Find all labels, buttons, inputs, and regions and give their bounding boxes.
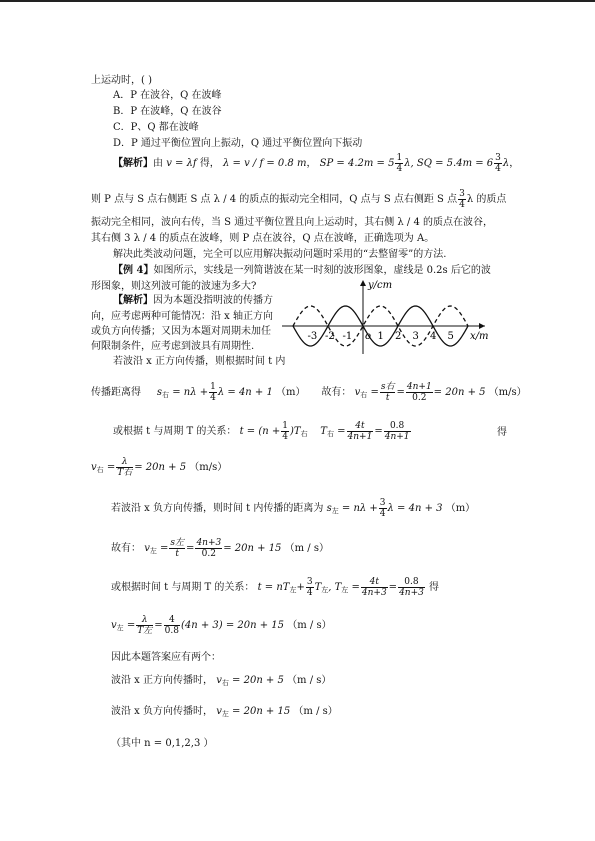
option-d: D．P 通过平衡位置向上振动，Q 通过平衡位置向下振动 [113, 138, 363, 149]
fraction: $\frac{\lambda}{\text{T右}}$ [117, 457, 133, 478]
fraction: $\frac{4}{0.8}$ [164, 615, 179, 636]
answer-note: （其中 n = 0,1,2,3 ） [111, 738, 214, 749]
option-c: C．P、Q 都在波峰 [113, 122, 199, 133]
analysis-line-4: 其右侧 3 λ / 4 的质点在波峰，则 P 点在波谷，Q 点在波峰，正确选项为 A。 [91, 233, 435, 244]
header-rule [0, 0, 595, 2]
fraction: $\frac{4n+1}{0.2}$ [406, 382, 432, 403]
fraction: $\frac{3}{4}$ [379, 498, 386, 519]
fraction: $\frac{1}{4}$ [210, 382, 216, 403]
analysis-line-2: 则 P 点与 S 点右侧距 S 点 λ / 4 的质点的振动完全相同，Q 点与 S 点右侧距 S 点 $\frac{3}{4}$ λ 的质点 [91, 189, 507, 210]
fraction: $\frac{\text{s左}}{t}$ [170, 538, 185, 559]
analysis-label: 【解析】 [113, 295, 153, 306]
equation-row-7: $v_左$ = $\frac{\lambda}{\text{T左}}$ = $\frac{4}{0.8}$ (4n + 3) = 20n + 15 （m / s） [111, 615, 332, 636]
analysis-line-5: 解决此类波动问题，完全可以应用解决振动问题时采用的“去整留零”的方法. [113, 249, 447, 260]
equation-row-4: 若波沿 x 负方向传播，则时间 t 内传播的距离为 $s_左 = n\lambda$ + $\frac{3}{4}$ λ = 4n + 3 （m） [111, 498, 476, 519]
question-tail: 上运动时，( ) [91, 75, 152, 86]
origin-label: o [365, 331, 372, 342]
option-a: A．P 在波谷，Q 在波峰 [113, 90, 222, 101]
analysis2-line-1: 【解析】因为本题没指明波的传播方 [113, 295, 273, 306]
analysis-line-1: 【解析】由 v = λf 得， λ = v / f = 0.8 m， SP = 4.2m = 5 $\frac{1}{4}$ λ, SQ = 5.4m = 6 $\frac{3}{4}$ λ， [113, 153, 520, 174]
de-label: 得 [497, 427, 507, 438]
x-tick-label: -2 [325, 331, 335, 342]
equation-row-2: 或根据 t 与周期 T 的关系： t = (n + $\frac{1}{4}$ )$T_右$ $T_右$ = $\frac{4t}{4n+1}$ = $\frac{0.8}{4n+1}$ [113, 421, 410, 442]
equation-row-3: $v_右$ = $\frac{\lambda}{\text{T右}}$ = 20n + 5 （m/s） [91, 457, 228, 478]
fraction: $\frac{0.8}{4n+1}$ [384, 421, 410, 442]
equation-row-1: 传播距离得 $s_右 = n\lambda$ + $\frac{1}{4}$ λ = 4n + 1 （m） 故有： $v_右$ = $\frac{\text{s右}}{t}$ = $\frac{4n+1}{0.2}$ = 20n + 5 （m/s） [91, 382, 527, 403]
option-b: B．P 在波峰，Q 在波谷 [113, 106, 222, 117]
fraction: $\frac{\lambda}{\text{T左}}$ [137, 615, 153, 636]
wave-figure [280, 278, 495, 358]
y-axis-arrow [360, 280, 366, 286]
x-axis-label: x/m [470, 331, 489, 342]
analysis-line-3: 振动完全相同，波向右传，当 S 通过平衡位置且向上运动时，其右侧 λ / 4 的质点在波谷， [91, 217, 493, 228]
example-4-line-1: 【例 4】如图所示，实线是一列简谐波在某一时刻的波形图象，虚线是 0.2s 后它的波 [113, 265, 491, 276]
x-tick-label: 5 [447, 331, 454, 342]
fraction: $\frac{1}{4}$ [282, 421, 288, 442]
x-axis-arrow [479, 323, 485, 329]
y-axis-label: y/cm [368, 280, 393, 291]
x-tick-label: 4 [430, 331, 437, 342]
analysis2-line-4: 何限制条件，应考虑到波具有周期性. [91, 341, 255, 352]
example-4-line-2: 形图象，则这列波可能的波速为多大? [91, 281, 257, 292]
analysis2-line-5: 若波沿 x 正方向传播，则根据时间 t 内 [113, 356, 286, 367]
analysis-label: 【解析】 [113, 158, 153, 169]
x-tick-label: 2 [395, 331, 402, 342]
x-tick-label: -3 [307, 331, 318, 342]
fraction: $\frac{1}{4}$ [396, 153, 403, 174]
x-tick-label: 1 [377, 331, 384, 342]
equation-row-6: 或根据时间 t 与周期 T 的关系： $t = nT_左+$ $\frac{3}{4}$ $T_左$, $T_左$ = $\frac{4t}{4n+3}$ = $\frac{0.8}{4n+3}$ 得 [111, 577, 440, 598]
fraction: $\frac{0.8}{4n+3}$ [399, 577, 424, 598]
answer-positive: 波沿 x 正方向传播时， $v_右 = 20n + 5$ （m / s） [111, 675, 332, 687]
answer-negative: 波沿 x 负方向传播时， $v_左 = 20n + 15$ （m / s） [111, 706, 338, 718]
fraction: $\frac{4n+3}{0.2}$ [196, 538, 222, 559]
example-label: 【例 4】 [113, 265, 154, 276]
fraction: $\frac{4t}{4n+1}$ [347, 421, 373, 442]
analysis2-line-2: 向，应考虑两种可能情况：沿 x 轴正方向 [91, 311, 273, 322]
x-tick-label: 3 [412, 331, 419, 342]
answer-intro: 因此本题答案应有两个： [111, 652, 221, 663]
equation-row-5: 故有： $v_左$ = $\frac{\text{s左}}{t}$ = $\frac{4n+3}{0.2}$ = 20n + 15 （m / s） [111, 538, 329, 559]
analysis2-line-3: 或负方向传播；又因为本题对周期未加任 [91, 326, 271, 337]
x-tick-label: -1 [342, 331, 353, 342]
fraction: $\frac{3}{4}$ [306, 577, 313, 598]
fraction: $\frac{3}{4}$ [459, 189, 465, 210]
fraction: $\frac{\text{s右}}{t}$ [380, 382, 395, 403]
fraction: $\frac{4t}{4n+3}$ [361, 577, 387, 598]
fraction: $\frac{3}{4}$ [495, 153, 501, 174]
